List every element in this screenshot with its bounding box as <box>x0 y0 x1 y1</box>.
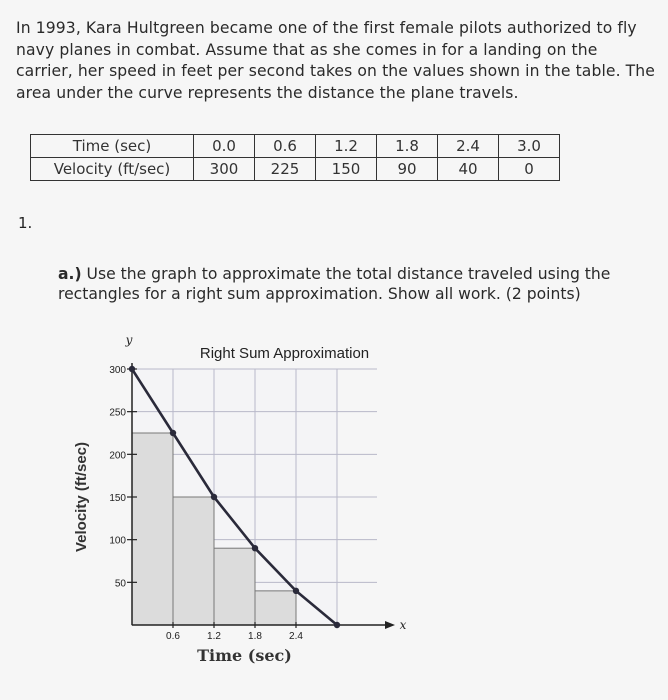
data-point <box>334 622 340 628</box>
data-point <box>293 588 299 594</box>
table-cell: 0.0 <box>194 135 255 158</box>
right-sum-rectangle <box>214 548 255 625</box>
table-row <box>31 135 560 158</box>
velocity-header-cell: Velocity (ft/sec) <box>31 158 194 181</box>
x-axis-arrow-icon <box>385 621 395 629</box>
time-header-cell: Time (sec) <box>31 135 194 158</box>
right-sum-rectangle <box>132 433 173 625</box>
x-axis-letter: x <box>399 618 407 632</box>
y-tick-label: 250 <box>109 407 126 419</box>
question-text <box>58 264 658 304</box>
x-tick-label: 0.6 <box>166 631 180 642</box>
question-body: Use the graph to approximate the total distance traveled using the rectangles for a right sum approximation. Show all work. (2 points) <box>58 265 611 303</box>
data-point <box>170 430 176 436</box>
right-sum-chart <box>60 330 420 670</box>
x-tick-label: 1.8 <box>248 631 262 642</box>
right-sum-rectangle <box>173 497 214 625</box>
x-tick-label: 2.4 <box>289 631 303 642</box>
table-cell: 300 <box>194 158 255 181</box>
intro-paragraph: In 1993, Kara Hultgreen became one of the first female pilots authorized to fly navy planes in combat. Assume that as she comes in for a landing on the carrier, her speed in feet per second takes on the values shown in the table. The area under the curve represents the distance the plane travels. <box>16 19 655 102</box>
right-sum-rectangle <box>255 591 296 625</box>
x-axis-label: Time (sec) <box>197 646 292 665</box>
table-cell: 1.8 <box>377 135 438 158</box>
table-row <box>31 158 560 181</box>
y-axis-label: Velocity (ft/sec) <box>73 441 90 553</box>
data-point <box>252 545 258 551</box>
table-cell: 90 <box>377 158 438 181</box>
chart-title: Right Sum Approximation <box>199 345 370 362</box>
question-number: 1. <box>18 214 33 232</box>
y-tick-label: 300 <box>109 365 126 376</box>
y-tick-label: 200 <box>109 450 126 462</box>
part-label: a.) <box>58 265 82 283</box>
table-cell: 0.6 <box>255 135 316 158</box>
y-tick-label: 50 <box>114 578 126 590</box>
table-cell: 1.2 <box>316 135 377 158</box>
x-tick-label: 1.2 <box>207 631 221 642</box>
y-tick-label: 150 <box>109 493 126 504</box>
table-cell: 225 <box>255 158 316 181</box>
data-point <box>211 494 217 500</box>
y-tick-label: 100 <box>109 535 126 547</box>
table-cell: 2.4 <box>438 135 499 158</box>
y-axis-letter: y <box>125 333 133 347</box>
table-cell: 40 <box>438 158 499 181</box>
table-cell: 3.0 <box>499 135 560 158</box>
velocity-table <box>30 134 560 181</box>
table-cell: 150 <box>316 158 377 181</box>
data-point <box>129 366 135 372</box>
table-cell: 0 <box>499 158 560 181</box>
